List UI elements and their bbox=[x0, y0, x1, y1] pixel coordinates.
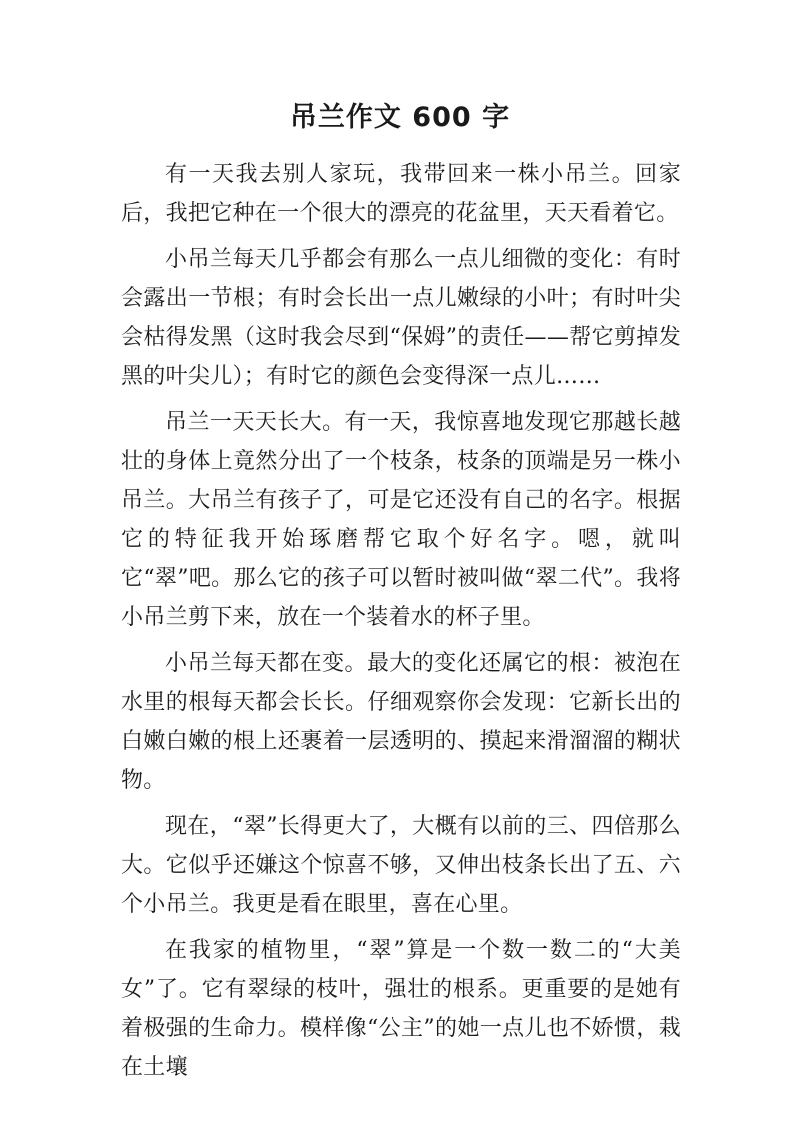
document-body bbox=[121, 155, 681, 1094]
paragraph: 有一天我去别人家玩，我带回来一株小吊兰。回家后，我把它种在一个很大的漂亮的花盆里，天天看着它。 bbox=[121, 162, 681, 226]
paragraph: 小吊兰每天都在变。最大的变化还属它的根：被泡在水里的根每天都会长长。仔细观察你会发现：它新长出的白嫩白嫩的根上还裹着一层透明的、摸起来滑溜溜的糊状物。 bbox=[121, 651, 681, 793]
paragraph: 在我家的植物里，“翠”算是一个数一数二的“大美女”了。它有翠绿的枝叶，强壮的根系。更重要的是她有着极强的生命力。模样像“公主”的她一点儿也不娇惯，栽在土壤 bbox=[121, 938, 681, 1080]
paragraph: 现在，“翠”长得更大了，大概有以前的三、四倍那么大。它似乎还嫌这个惊喜不够，又伸出枝条长出了五、六个小吊兰。我更是看在眼里，喜在心里。 bbox=[121, 814, 681, 917]
document-title: 吊兰作文 600 字 bbox=[289, 102, 511, 133]
paragraph: 小吊兰每天几乎都会有那么一点儿细微的变化：有时会露出一节根；有时会长出一点儿嫩绿的小叶；有时叶尖会枯得发黑（这时我会尽到“保姆”的责任——帮它剪掉发黑的叶尖儿）；有时它的颜色会变得深一点儿…… bbox=[121, 247, 681, 389]
paragraph: 吊兰一天天长大。有一天，我惊喜地发现它那越长越壮的身体上竟然分出了一个枝条，枝条的顶端是另一株小吊兰。大吊兰有孩子了，可是它还没有自己的名字。根据它的特征我开始琢磨帮它取个好名字。嗯，就叫它“翠”吧。那么它的孩子可以暂时被叫做“翠二代”。我将小吊兰剪下来，放在一个装着水的杯子里。 bbox=[121, 410, 681, 630]
